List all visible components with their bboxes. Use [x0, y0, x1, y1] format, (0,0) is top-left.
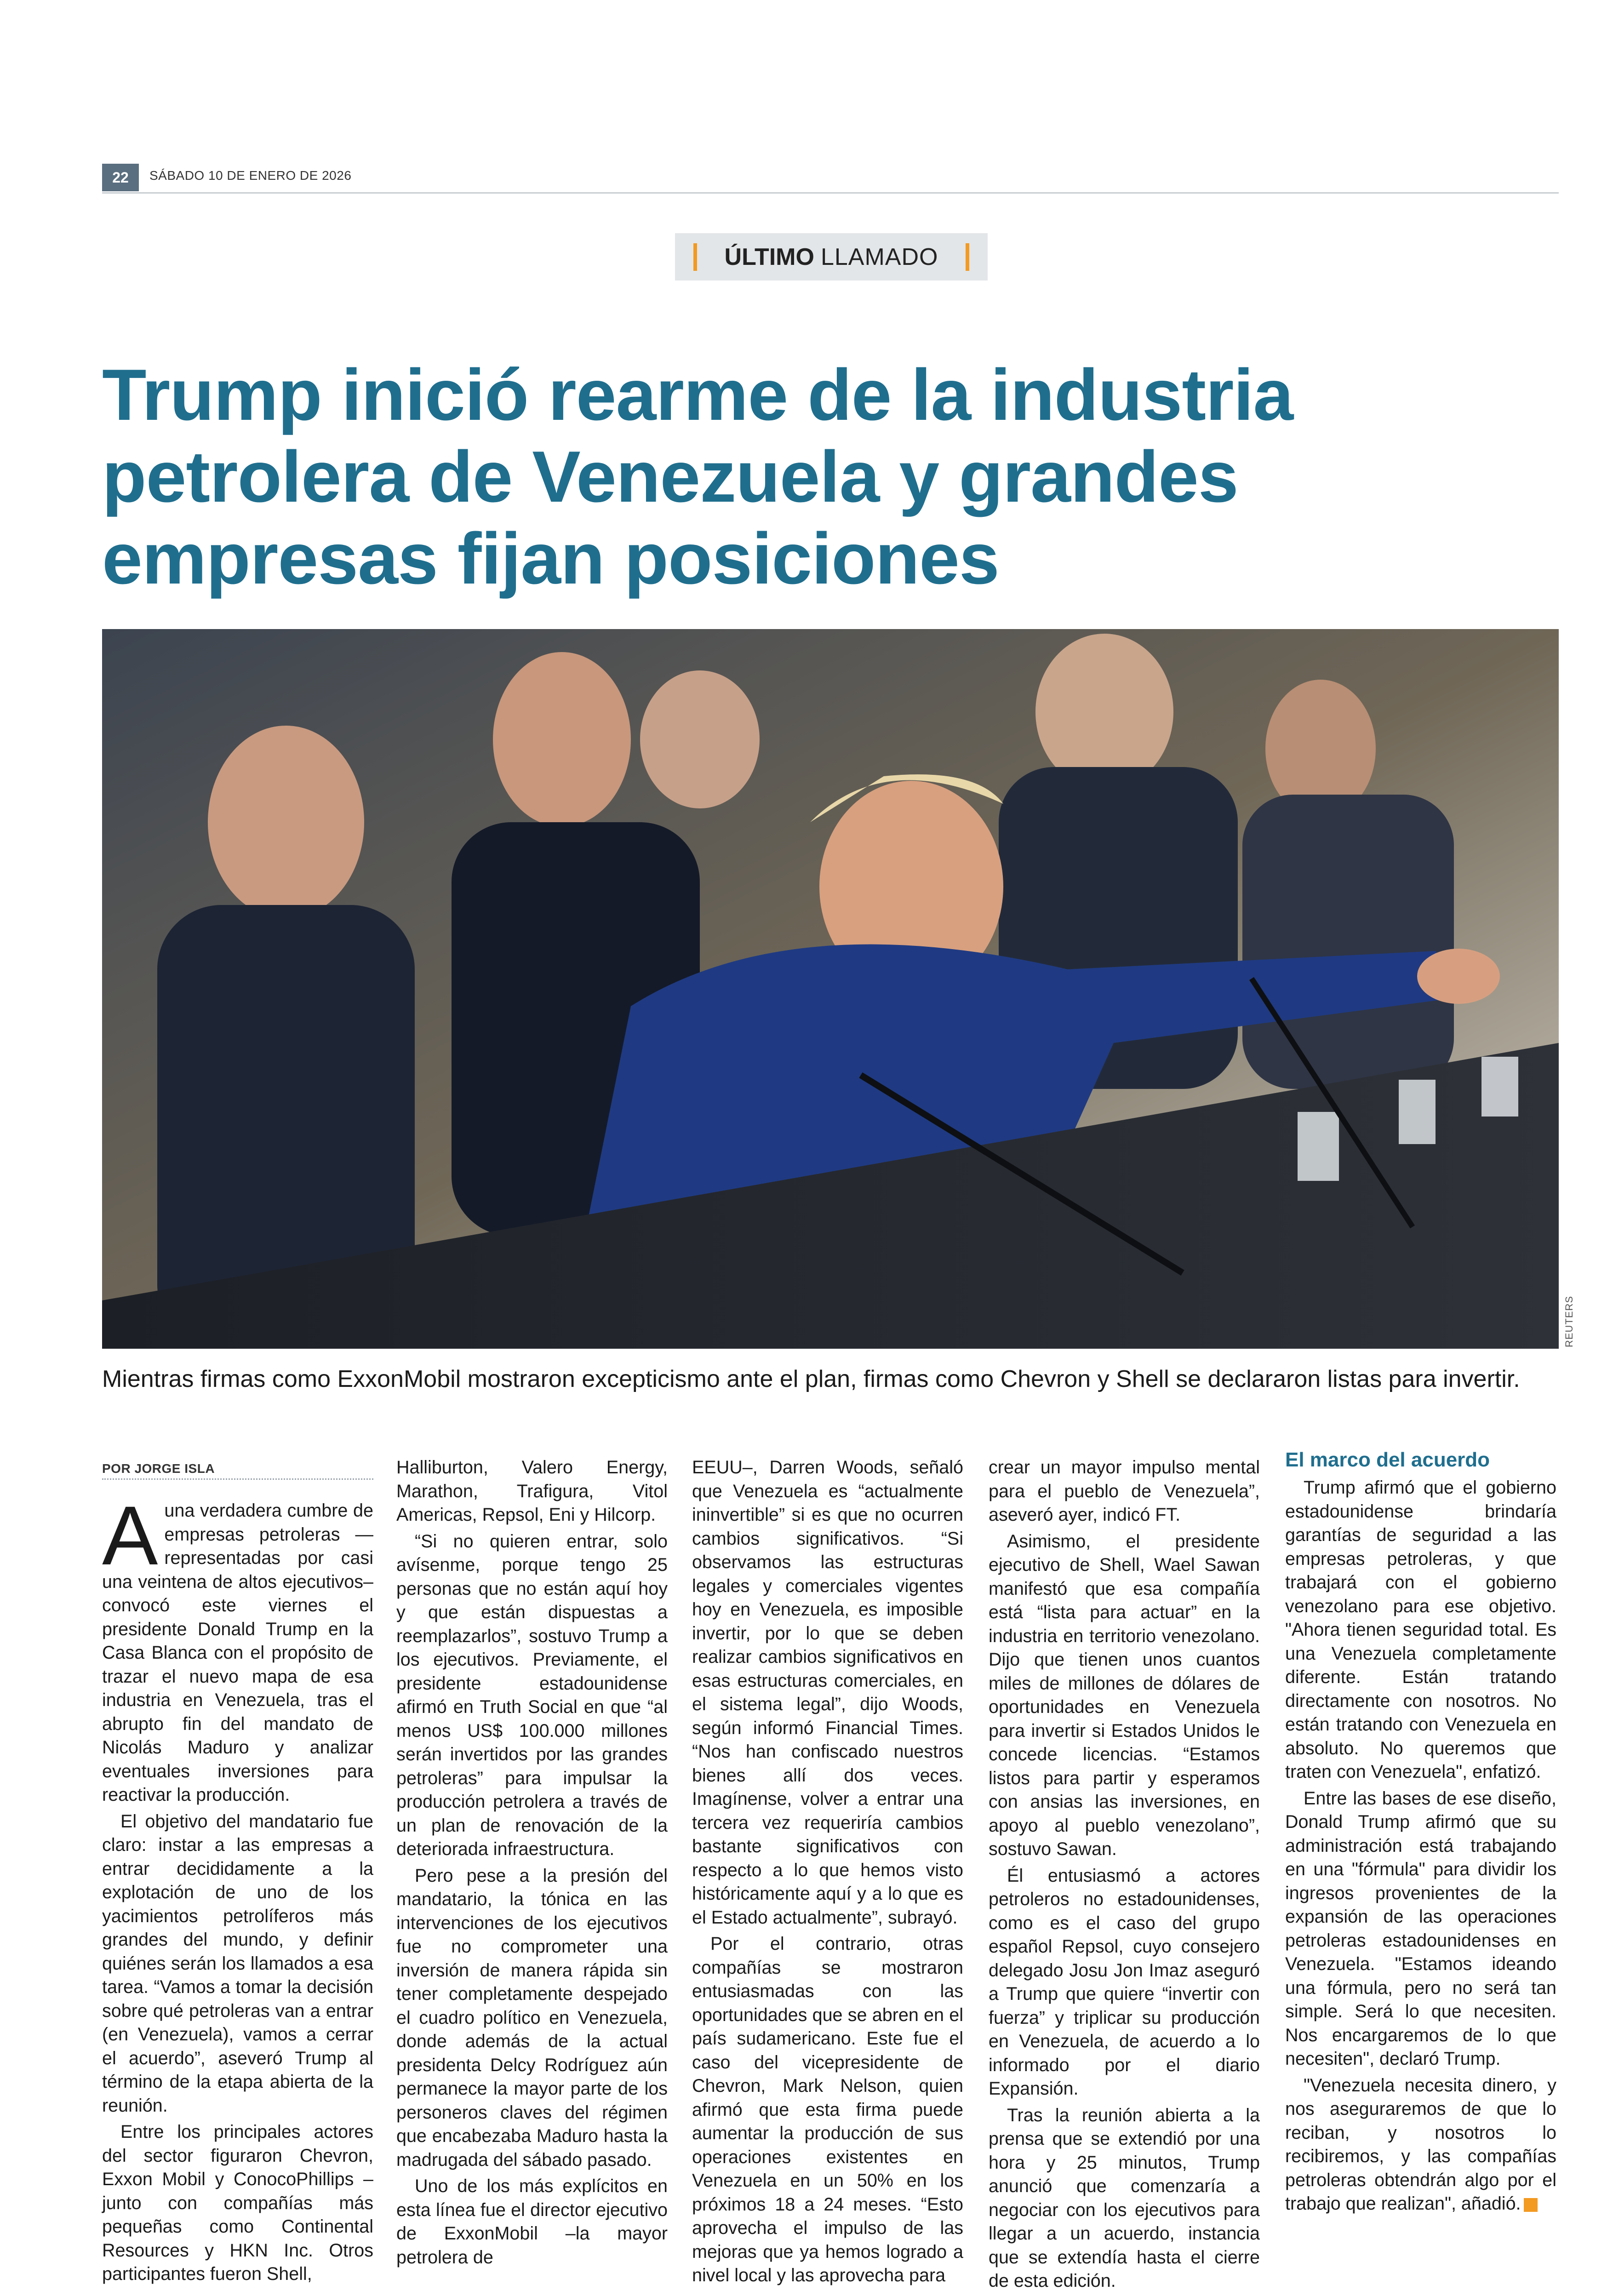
article-column-4: [989, 1456, 1260, 2296]
section-accent-left: [693, 243, 697, 271]
paragraph: Por el contrario, otras compañías se mostraron entusiasmadas con las oportunidades que se abren en el país sudamericano. Este fue el caso del vicepresidente de Chevron, Mark Nelson, quien afirmó que esta firma puede aumentar la producción de sus operaciones existentes en Venezuela en un 50% en los próximos 18 a 24 meses. “Esto aprovecha el impulso de las mejoras que ya hemos logrado a nivel local y las aprovecha para: [692, 1934, 963, 2285]
byline-divider: [102, 1478, 373, 1480]
article-column-5: [1285, 1476, 1556, 2219]
issue-date: SÁBADO 10 DE ENERO DE 2026: [149, 168, 352, 183]
header-divider: [102, 192, 1559, 194]
paragraph: El objetivo del mandatario fue claro: instar a las empresas a entrar decididamente a la explotación de uno de los yacimientos petrolíferos más grandes del mundo, y definir quiénes serán los llamados a esa tarea. “Vamos a tomar la decisión sobre qué petroleras van a entrar (en Venezuela), vamos a cerrar el acuerdo”, aseveró Trump al término de la etapa abierta de la reunión.: [102, 1811, 373, 2116]
paragraph: Él entusiasmó a actores petroleros no estadounidenses, como es el caso del grupo español Repsol, cuyo consejero delegado Josu Jon Imaz aseguró a Trump que quiere “invertir con fuerza” y triplicar su producción en Venezuela, de acuerdo a lo informado por el diario Expansión.: [989, 1865, 1260, 2099]
paragraph: Pero pese a la presión del mandatario, la tónica en las intervenciones de los ejecutivos fue no comprometer una inversión de manera rápida sin tener completamente despejado el cuadro político en Venezuela, donde además de la actual presidenta Delcy Rodríguez aún permanece la mayor parte de los personeros claves del régimen que encabezaba Maduro hasta la madrugada del sábado pasado.: [396, 1865, 668, 2170]
paragraph: EEUU–, Darren Woods, señaló que Venezuela es “actualmente ininvertible” si es que no ocurren cambios significativos. “Si observamos las estructuras legales y comerciales vigentes hoy en Venezuela, es imposible invertir, por lo que se deben realizar cambios significativos en esas estructuras comerciales, en el sistema legal”, dijo Woods, según informó Financial Times. “Nos han confiscado nuestros bienes allí dos veces. Imagínense, volver a entrar una tercera vez requeriría cambios bastante significativos con respecto a lo que hemos visto históricamente aquí y a lo que es el Estado actualmente”, subrayó.: [692, 1457, 963, 1928]
drop-cap: A: [102, 1489, 158, 1582]
subheading: El marco del acuerdo: [1285, 1449, 1490, 1471]
paragraph: “Si no quieren entrar, solo avísenme, porque tengo 25 personas que no están aquí hoy y que están dispuestas a reemplazarlos”, sostuvo Trump a los ejecutivos. Previamente, el presidente estadounidense afirmó en Truth Social en que “al menos US$ 100.000 millones serán invertidos por las grandes petroleras” para impulsar la producción petrolera a través de un plan de renovación de la deteriorada infraestructura.: [396, 1531, 668, 1859]
paragraph: Halliburton, Valero Energy, Marathon, Trafigura, Vitol Americas, Repsol, Eni y Hilcorp.: [396, 1457, 668, 1525]
section-label-light: LLAMADO: [820, 243, 938, 270]
paragraph: Tras la reunión abierta a la prensa que se extendió por una hora y 25 minutos, Trump anunció que comenzaría a negociar con los ejecutivos para llegar a un acuerdo, instancia que se extendía hasta el cierre de esta edición.: [989, 2105, 1260, 2291]
article-column-2: [396, 1456, 668, 2272]
photo-credit: REUTERS: [1563, 1295, 1575, 1347]
section-label: [675, 233, 988, 281]
photo-caption: Mientras firmas como ExxonMobil mostraron excepticismo ante el plan, firmas como Chevron y Shell se declararon listas para invertir.: [102, 1366, 1520, 1392]
section-accent-right: [966, 243, 969, 271]
end-mark-icon: S: [1524, 2198, 1538, 2212]
paragraph-text: "Venezuela necesita dinero, y nos aseguraremos de que lo reciban, y nosotros lo recibiremos, y las compañías petroleras obtendrán algo por el trabajo que realizan", añadió.: [1285, 2075, 1556, 2214]
paragraph: Uno de los más explícitos en esta línea fue el director ejecutivo de ExxonMobil –la mayor petrolera de: [396, 2176, 668, 2267]
paragraph: [1285, 2074, 1556, 2216]
paragraph: Asimismo, el presidente ejecutivo de Shell, Wael Sawan manifestó que esa compañía está “lista para actuar” en la industria en territorio venezolano. Dijo que tienen unos cuantos miles de millones de dólares de oportunidades en Venezuela para invertir si Estados Unidos le concede licencias. “Estamos listos para partir y esperamos con ansias las inversiones, en apoyo al pueblo venezolano”, sostuvo Sawan.: [989, 1531, 1260, 1859]
meeting-photo-illustration: [102, 629, 1559, 1349]
paragraph: Entre los principales actores del sector figuraron Chevron, Exxon Mobil y ConocoPhillips –junto con compañías más pequeñas como Continental Resources y HKN Inc. Otros participantes fueron Shell,: [102, 2122, 373, 2284]
article-column-3: [692, 1456, 963, 2290]
paragraph: [102, 1489, 373, 1807]
paragraph: crear un mayor impulso mental para el pueblo de Venezuela”, aseveró ayer, indicó FT.: [989, 1457, 1260, 1525]
page-number: 22: [102, 164, 139, 191]
section-label-bold: ÚLTIMO: [724, 243, 814, 270]
paragraph: Trump afirmó que el gobierno estadounidense brindaría garantías de seguridad a las empresas petroleras, y que trabajará con el gobierno venezolano para ese objetivo. "Ahora tienen seguridad total. Es una Venezuela completamente diferente. Están tratando directamente con nosotros. No están tratando con Venezuela en absoluto. No queremos que traten con Venezuela", enfatizó.: [1285, 1477, 1556, 1782]
article-column-1: [102, 1489, 373, 2289]
paragraph-text: una verdadera cumbre de empresas petroleras —representadas por casi una veintena de altos ejecutivos– convocó este viernes el presidente Donald Trump en la Casa Blanca con el propósito de trazar el nuevo mapa de esa industria en Venezuela, tras el abrupto fin del mandato de Nicolás Maduro y analizar eventuales inversiones para reactivar la producción.: [102, 1500, 373, 1805]
byline: POR JORGE ISLA: [102, 1461, 215, 1476]
article-headline: Trump inició rearme de la industria petrolera de Venezuela y grandes empresas fijan posiciones: [102, 355, 1293, 599]
article-photo: [102, 629, 1559, 1349]
paragraph: Entre las bases de ese diseño, Donald Trump afirmó que su administración está trabajando en una "fórmula" para dividir los ingresos provenientes de la expansión de las operaciones petroleras estadounidenses en Venezuela. "Estamos ideando una fórmula, pero no será tan simple. Será lo que necesiten. Nos encargaremos de lo que necesiten", declaró Trump.: [1285, 1788, 1556, 2069]
